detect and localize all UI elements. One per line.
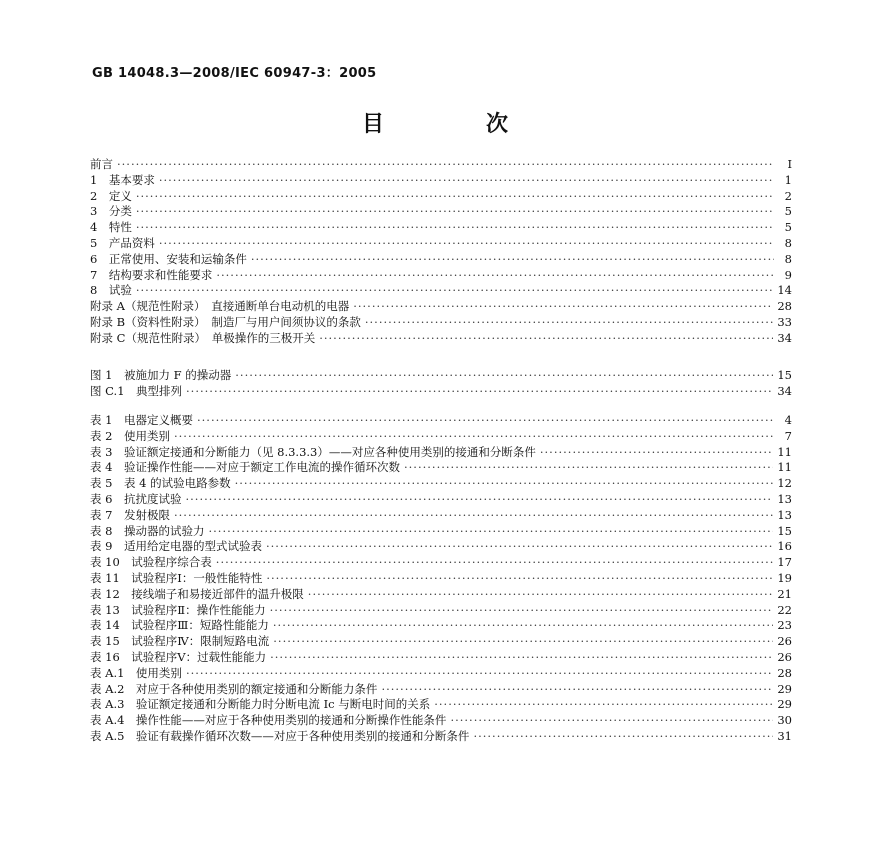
toc-entry-label: 表 8 操动器的试验力 (90, 523, 205, 538)
dot-leader (273, 634, 773, 650)
toc-entry (90, 173, 792, 189)
toc-entry (90, 268, 792, 284)
dot-leader (186, 384, 773, 400)
dot-leader (235, 368, 773, 384)
dot-leader (404, 460, 773, 476)
dot-leader (159, 236, 774, 252)
toc-entry-label: 表 A.4 操作性能——对应于各种使用类别的接通和分断操作性能条件 (90, 713, 447, 728)
dot-leader (159, 173, 774, 189)
toc-entry-label: 2 定义 (90, 188, 132, 203)
toc-entry-label: 图 C.1 典型排列 (90, 383, 183, 398)
toc-entry-label: 5 产品资料 (90, 235, 155, 250)
toc-entry-page-number: 8 (784, 235, 792, 250)
toc-entry-label: 表 A.2 对应于各种使用类别的额定接通和分断能力条件 (90, 681, 378, 696)
toc-entry (90, 204, 792, 220)
toc-entry-page-number: 15 (777, 523, 792, 538)
dot-leader (273, 618, 773, 634)
dot-leader (216, 555, 774, 571)
dot-leader (174, 429, 774, 445)
toc-entry (90, 283, 792, 299)
dot-leader (353, 299, 773, 315)
toc-entry-label: 表 13 试验程序Ⅱ：操作性能能力 (90, 602, 266, 617)
toc-entry-page-number: 5 (784, 204, 792, 219)
toc-entry (90, 476, 792, 492)
standard-number-header: GB 14048.3—2008/IEC 60947-3：2005 (92, 66, 377, 81)
toc-entry-page-number: 21 (777, 586, 792, 601)
toc-entry-page-number: 29 (777, 681, 792, 696)
dot-leader (186, 666, 773, 682)
dot-leader (308, 587, 774, 603)
toc-entry-page-number: 23 (777, 618, 792, 633)
toc-entry (90, 189, 792, 205)
dot-leader (319, 331, 773, 347)
toc-entry-label: 前言 (90, 157, 113, 171)
toc-entry-label: 表 12 接线端子和易接近部件的温升极限 (90, 586, 304, 601)
toc-entry-label: 表 10 试验程序综合表 (90, 555, 212, 570)
dot-leader (235, 476, 774, 492)
toc-entry-page-number: 9 (784, 267, 792, 282)
dot-leader (197, 413, 774, 429)
toc-entry (90, 713, 792, 729)
toc-entry-page-number: 5 (784, 220, 792, 235)
dot-leader (216, 268, 774, 284)
toc-entry (90, 555, 792, 571)
toc-entry (90, 331, 792, 347)
toc-entry-page-number: 2 (784, 188, 792, 203)
toc-entry-label: 表 7 发射极限 (90, 507, 170, 522)
toc-entry-page-number: 7 (784, 428, 792, 443)
toc-entry-label: 表 A.5 验证有载操作循环次数——对应于各种使用类别的接通和分断条件 (90, 728, 470, 743)
toc-entry (90, 157, 792, 173)
toc-entry-page-number: 16 (777, 539, 792, 554)
toc-entry (90, 315, 792, 331)
toc-entry-page-number: 34 (777, 330, 792, 345)
dot-leader (136, 204, 774, 220)
toc-entry (90, 368, 792, 384)
toc-entry-page-number: 34 (777, 383, 792, 398)
toc-title: 目 次 (361, 111, 548, 137)
toc-entry (90, 587, 792, 603)
toc-entry-label: 表 11 试验程序Ⅰ：一般性能特性 (90, 570, 263, 585)
toc-entry (90, 697, 792, 713)
dot-leader (174, 508, 773, 524)
toc-figures-section (90, 368, 792, 400)
toc-entry (90, 666, 792, 682)
toc-entry-page-number: 33 (777, 314, 792, 329)
toc-entry (90, 460, 792, 476)
toc-entry-label: 附录 B（资料性附录） 制造厂与用户间须协议的条款 (90, 314, 361, 329)
dot-leader (185, 492, 773, 508)
toc-entry (90, 508, 792, 524)
dot-leader (270, 650, 773, 666)
toc-entry-label: 8 试验 (90, 283, 132, 298)
dot-leader (136, 283, 774, 299)
toc-entry-label: 7 结构要求和性能要求 (90, 267, 213, 282)
dot-leader (270, 603, 774, 619)
toc-entry (90, 252, 792, 268)
toc-entry-page-number: 30 (777, 713, 792, 728)
dot-leader (365, 315, 774, 331)
toc-entry-label: 表 1 电器定义概要 (90, 413, 193, 427)
toc-entry-page-number: 14 (777, 283, 792, 298)
toc-entry (90, 445, 792, 461)
toc-entry-page-number: 28 (777, 299, 792, 314)
toc-entry-page-number: 28 (777, 665, 792, 680)
toc-entry-label: 表 A.1 使用类别 (90, 665, 182, 680)
toc-entry-label: 表 5 表 4 的试验电路参数 (90, 476, 231, 491)
toc-entry-label: 表 2 使用类别 (90, 428, 170, 443)
toc-entry-page-number: 31 (777, 728, 792, 743)
toc-entry-page-number: 13 (777, 491, 792, 506)
dot-leader (450, 713, 773, 729)
toc-entry-page-number: 22 (777, 602, 792, 617)
toc-entry (90, 492, 792, 508)
dot-leader (208, 524, 773, 540)
toc-entry-label: 表 A.3 验证额定接通和分断能力时分断电流 Ic 与断电时间的关系 (90, 697, 431, 712)
toc-entry-page-number: 29 (777, 697, 792, 712)
toc-entry-label: 附录 A（规范性附录） 直接通断单台电动机的电器 (90, 299, 350, 314)
toc-entry-page-number: 12 (777, 476, 792, 491)
toc-entry-page-number: 1 (784, 172, 792, 187)
toc-entry (90, 682, 792, 698)
dot-leader (381, 682, 773, 698)
toc-entry-page-number: 15 (777, 368, 792, 382)
toc-entry-label: 表 9 适用给定电器的型式试验表 (90, 539, 262, 554)
dot-leader (117, 157, 774, 173)
toc-entry (90, 571, 792, 587)
toc-entry-label: 附录 C（规范性附录） 单极操作的三极开关 (90, 330, 316, 345)
toc-entry (90, 429, 792, 445)
dot-leader (266, 539, 773, 555)
toc-entry (90, 236, 792, 252)
toc-entry-label: 6 正常使用、安装和运输条件 (90, 251, 247, 266)
toc-entry (90, 524, 792, 540)
toc-entry-label: 表 6 抗扰度试验 (90, 491, 182, 506)
toc-entry-page-number: 4 (784, 413, 792, 427)
dot-leader (540, 445, 774, 461)
dot-leader (434, 697, 773, 713)
toc-entry (90, 729, 792, 745)
toc-entry-page-number: Ⅰ (787, 157, 792, 171)
dot-leader (266, 571, 773, 587)
toc-main-section (90, 157, 792, 347)
toc-entry (90, 539, 792, 555)
toc-entry-page-number: 19 (777, 570, 792, 585)
toc-entry-page-number: 26 (777, 634, 792, 649)
toc-entry-label: 表 15 试验程序Ⅳ：限制短路电流 (90, 634, 270, 649)
toc-entry-label: 3 分类 (90, 204, 132, 219)
toc-entry (90, 618, 792, 634)
toc-entry-label: 表 14 试验程序Ⅲ：短路性能能力 (90, 618, 269, 633)
dot-leader (136, 189, 774, 205)
toc-entry (90, 384, 792, 400)
toc-entry-label: 表 3 验证额定接通和分断能力（见 8.3.3.3）——对应各种使用类别的接通和分断条件 (90, 444, 536, 459)
toc-entry-page-number: 11 (777, 460, 792, 475)
toc-tables-section (90, 413, 792, 745)
toc-entry-page-number: 17 (777, 555, 792, 570)
toc-entry (90, 650, 792, 666)
toc-entry (90, 413, 792, 429)
toc-entry-label: 4 特性 (90, 220, 132, 235)
dot-leader (136, 220, 774, 236)
toc-entry-label: 图 1 被施加力 F 的操动器 (90, 368, 232, 382)
toc-entry-label: 表 4 验证操作性能——对应于额定工作电流的操作循环次数 (90, 460, 400, 475)
toc-entry (90, 299, 792, 315)
dot-leader (251, 252, 774, 268)
toc-entry-page-number: 13 (777, 507, 792, 522)
toc-entry (90, 634, 792, 650)
toc-entry-label: 表 16 试验程序Ⅴ：过载性能能力 (90, 649, 267, 664)
toc-entry (90, 220, 792, 236)
toc-entry (90, 603, 792, 619)
dot-leader (473, 729, 773, 745)
toc-entry-page-number: 26 (777, 649, 792, 664)
toc-entry-page-number: 8 (784, 251, 792, 266)
toc-entry-label: 1 基本要求 (90, 172, 155, 187)
toc-entry-page-number: 11 (777, 444, 792, 459)
